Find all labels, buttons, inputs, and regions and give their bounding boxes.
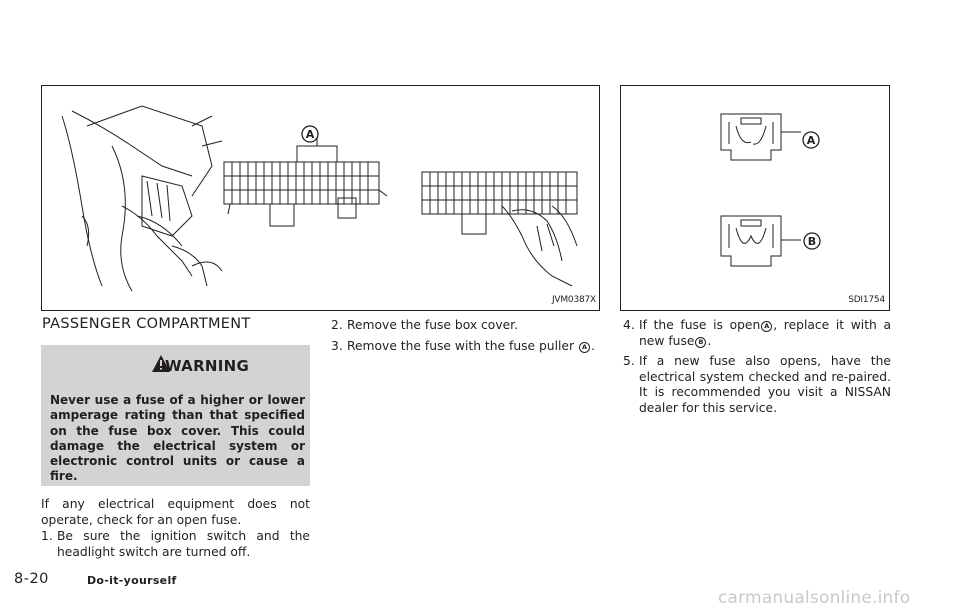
figure-fuse-box-removal [41,85,600,311]
step-number: 2. [331,318,343,332]
step-number: 5. [623,354,635,368]
step-text-part: , replace it with a new fuse [639,318,891,348]
step-text: Remove the fuse box cover. [347,318,519,332]
step-number: 4. [623,318,635,332]
step-text: Be sure the ignition switch and the headlight switch are turned off. [57,529,310,559]
warning-title: WARNING [165,357,250,375]
ref-b-icon: B [695,337,706,348]
section-title: PASSENGER COMPARTMENT [42,316,251,332]
fuse-box-illustration [42,86,599,310]
watermark: carmanualsonline.info [718,588,911,608]
step-text: If a new fuse also opens, have the electrical system checked and re-paired. It is recommended you visit a NISSAN dealer for this service. [639,354,891,415]
step-text-part: If the fuse is open [639,318,761,332]
step-text-part: . [707,333,712,348]
callout-a-label: A [305,128,315,141]
ref-a-icon: A [579,342,590,353]
figure-code-right: SDI1754 [848,295,885,305]
intro-paragraph: If any electrical equipment does not operate, check for an open fuse. [41,497,310,527]
step-text [347,339,600,355]
ref-a-icon: A [761,321,772,332]
step-number: 1. [41,529,53,543]
figure-fuse-states [620,85,890,311]
step-number: 3. [331,339,343,353]
chapter-title: Do-it-yourself [87,574,177,587]
callout-b-label: B [807,235,817,248]
warning-body: Never use a fuse of a higher or lower amperage rating than that specified on the fuse box cover. This could damage the electrical system or electronic control units or cause a fire. [50,393,305,484]
fuse-illustration [621,86,889,310]
callout-a-label: A [806,134,816,147]
step-text-part: . [590,339,595,353]
warning-box [41,345,310,486]
step-text-part: Remove the fuse with the fuse puller [347,339,575,353]
step-text [639,318,891,349]
figure-code-left: JVM0387X [551,295,596,305]
page-number: 8-20 [14,571,49,587]
